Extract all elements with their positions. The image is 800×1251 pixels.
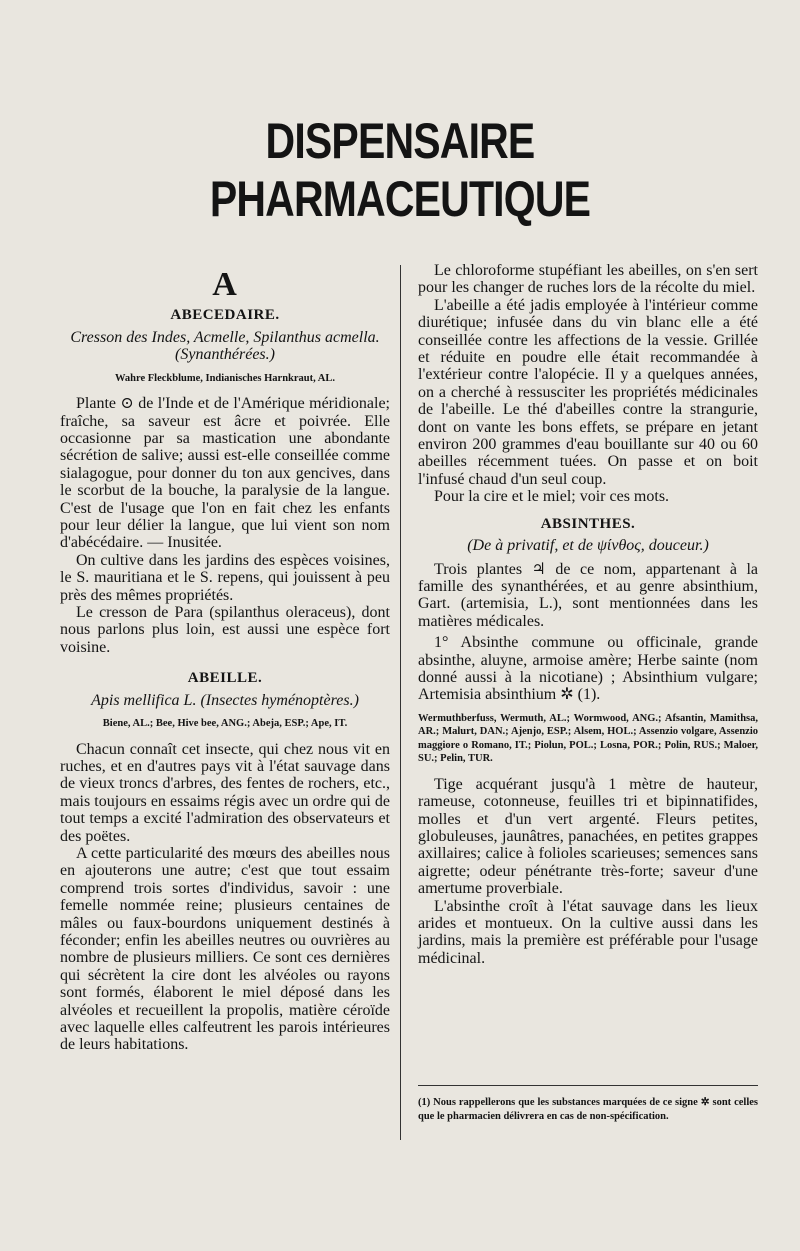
column-divider [400,265,401,1140]
entry-translations-abecedaire: Wahre Fleckblume, Indianisches Harnkraut, AL. [114,372,336,384]
left-column [60,266,390,1054]
entry-synonyms-abecedaire: Cresson des Indes, Acmelle, Spilanthus acmella. (Synanthérées.) [70,328,380,364]
paragraph: On cultive dans les jardins des espèces voisines, le S. mauritiana et le S. repens, qui jouissent à peu près des mêmes propriétés. [60,551,390,604]
entry-heading-abeille: ABEILLE. [187,670,263,687]
footnote-rule [418,1085,758,1086]
entry-heading-abecedaire: ABECEDAIRE. [170,307,280,324]
right-column [418,262,758,967]
entry-etymology-absinthes: (De à privatif, et de ψίνθος, douceur.) [467,537,709,555]
paragraph: Chacun connaît cet insecte, qui chez nous vit en ruches, et en d'autres pays vit à l'état sauvage dans de vieux troncs d'arbres, des fentes de rochers, etc., mais toujours en essaims régis avec un ordre qui de tout temps a excité l'admiration des observateurs et des poëtes. [60,740,390,845]
paragraph: 1° Absinthe commune ou officinale, grande absinthe, aluyne, armoise amère; Herbe sainte (nom donné aussi à la nicotiane) ; Absinthium vulgare; Artemisia absinthium ✲ (1). [418,634,758,704]
entry-translations-absinthe: Wermuthberfuss, Wermuth, AL.; Wormwood, ANG.; Afsantin, Mamithsa, AR.; Malurt, DAN.; Ajenjo, ESP.; Alsem, HOL.; Assenzio volgare, Assenzio maggiore o Romano, IT.; Piolun, POL.; Losna, POR.; Polin, RUS.; Maloer, SU.; Pelin, TUR. [418,712,758,765]
entry-synonyms-abeille: Apis mellifica L. (Insectes hyménoptères.) [91,691,359,709]
paragraph: Trois plantes ♃ de ce nom, appartenant à la famille des synanthérées, et au genre absinthium, Gart. (artemisia, L.), sont mentionnées dans les matières médicales. [418,560,758,630]
entry-translations-abeille: Biene, AL.; Bee, Hive bee, ANG.; Abeja, ESP.; Ape, IT. [102,718,348,730]
paragraph: Tige acquérant jusqu'à 1 mètre de hauteur, rameuse, cotonneuse, feuilles tri et bipinnatifides, molles et d'un vert argenté. Fleurs petites, globuleuses, jaunâtres, panachées, en petites grappes axillaires; calice à folioles scarieuses; semences sans aigrette; odeur pénétrante très-forte; saveur d'une amertume proverbiale. [418,775,758,898]
paragraph: Le cresson de Para (spilanthus oleraceus), dont nous parlons plus loin, est aussi une espèce fort voisine. [60,604,390,656]
footnote: (1) Nous rappellerons que les substances marquées de ce signe ✲ sont celles que le pharmacien délivrera en cas de non-spécification. [418,1097,758,1122]
paragraph: Pour la cire et le miel; voir ces mots. [434,488,670,506]
page-title: DISPENSAIRE PHARMACEUTIQUE [209,113,591,227]
section-letter: A [212,266,238,303]
paragraph: L'absinthe croît à l'état sauvage dans les lieux arides et montueux. On la cultive aussi dans les jardins, mais la première est préférable pour l'usage médicinal. [418,897,758,967]
paragraph: L'abeille a été jadis employée à l'intérieur comme diurétique; infusée dans du vin blanc elle a été conseillée contre les affections de la vessie. Grillée et réduite en poudre elle était recommandée à l'extérieur contre l'alopécie. Il y a quelques années, on a cherché à ressusciter les propriétés médicinales de l'abeille. Le thé d'abeilles contre la strangurie, dont on vante les bons effets, se prépare en jetant environ 200 grammes d'eau bouillante sur 40 ou 60 abeilles récemment tuées. On passe et on boit l'infusé chaud d'un seul coup. [418,296,758,488]
paragraph: A cette particularité des mœurs des abeilles nous en ajouterons une autre; c'est que tout essaim comprend trois sortes d'individus, savoir : une femelle nommée reine; plusieurs centaines de mâles ou faux-bourdons uniquement destinés à féconder; enfin les abeilles neutres ou ouvrières au nombre de plusieurs milliers. Ce sont ces dernières qui sécrètent la cire dont les alvéoles ou rayons sont formés, élaborent le miel déposé dans les alvéoles et recueillent la propolis, matière céroïde avec laquelle elles calfeutrent les parois intérieures de leurs habitations. [60,844,390,1054]
paragraph: Le chloroforme stupéfiant les abeilles, on s'en sert pour les changer de ruches lors de la récolte du miel. [418,262,758,297]
entry-heading-absinthes: ABSINTHES. [540,515,636,532]
paragraph: Plante ⊙ de l'Inde et de l'Amérique méridionale; fraîche, sa saveur est âcre et poivrée. Elle occasionne par sa mastication une abondante sécrétion de salive; aussi est-elle conseillée comme sialagogue, pour donner du ton aux gencives, dans le scorbut de la bouche, la paralysie de la langue. C'est de l'usage que l'on en fait chez les enfants pour leur délier la langue, que lui vient son nom d'abécédaire. — Inusitée. [60,395,390,552]
